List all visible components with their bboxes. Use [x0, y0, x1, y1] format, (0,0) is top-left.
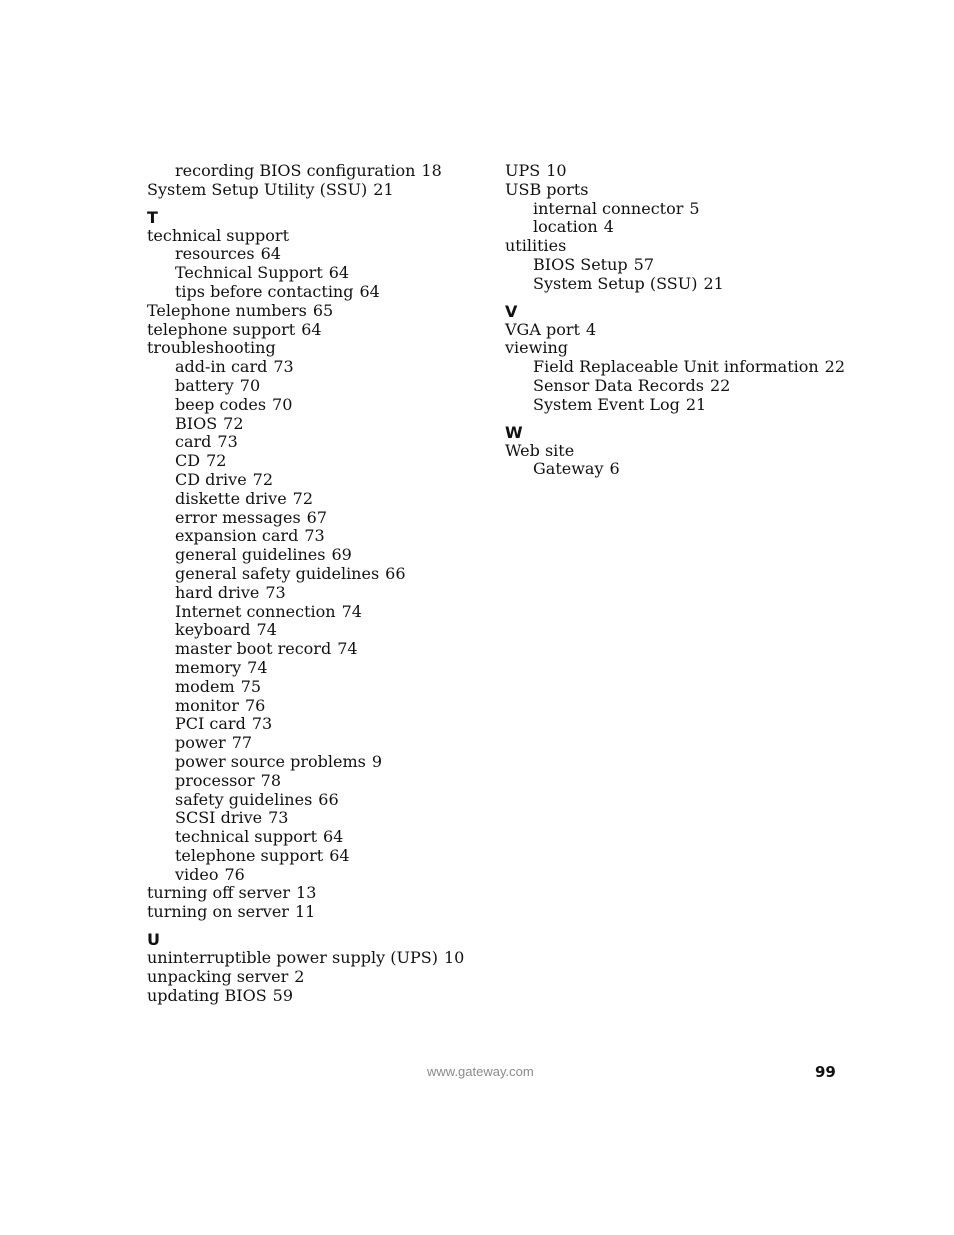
- index-term: Internet connection: [175, 601, 336, 621]
- index-subentry: [147, 433, 487, 452]
- index-entry: [147, 949, 487, 968]
- index-entry: [505, 162, 845, 181]
- index-subentry: [147, 659, 487, 678]
- index-entry: [147, 181, 487, 200]
- index-term: USB ports: [505, 179, 589, 199]
- index-term: turning on server: [147, 902, 289, 922]
- index-page-ref: 74: [247, 657, 268, 677]
- index-entry: [147, 903, 487, 922]
- index-subentry: [147, 828, 487, 847]
- index-entry: [505, 339, 845, 358]
- index-page-ref: 21: [373, 179, 394, 199]
- index-page-ref: 64: [328, 263, 350, 283]
- index-page-ref: 18: [421, 161, 442, 180]
- index-subentry: [147, 415, 487, 434]
- index-term: updating BIOS: [147, 985, 267, 1005]
- index-page-ref: 73: [251, 714, 273, 734]
- index-term: location: [533, 217, 598, 237]
- index-term: UPS: [505, 161, 541, 180]
- index-term: recording BIOS configuration: [175, 161, 416, 180]
- index-page-ref: 9: [371, 751, 383, 771]
- index-letter-heading: V: [505, 301, 518, 321]
- index-term: CD: [175, 451, 201, 471]
- index-entry: [147, 227, 487, 246]
- index-page-ref: 65: [312, 300, 334, 320]
- index-subentry: [147, 452, 487, 471]
- index-term: Telephone numbers: [147, 300, 307, 320]
- index-term: resources: [175, 244, 255, 264]
- index-page-ref: 64: [329, 845, 350, 865]
- index-page-ref: 11: [294, 902, 316, 922]
- index-letter-heading: U: [147, 930, 160, 950]
- index-term: diskette drive: [175, 488, 287, 508]
- index-term: card: [175, 432, 212, 452]
- index-page-ref: 74: [341, 601, 362, 621]
- index-page-ref: 73: [265, 582, 286, 602]
- index-page-ref: 67: [306, 507, 328, 527]
- index-term: add-in card: [175, 357, 268, 377]
- index-subentry: [147, 396, 487, 415]
- index-page-ref: 5: [689, 198, 700, 218]
- index-subentry: [147, 734, 487, 753]
- index-term: VGA port: [505, 319, 580, 339]
- index-page-ref: 70: [272, 394, 293, 414]
- index-entry: [147, 302, 487, 321]
- index-subentry: [147, 603, 487, 622]
- index-page-ref: 13: [296, 883, 317, 903]
- index-subentry: [147, 283, 487, 302]
- index-term: System Event Log: [533, 394, 680, 414]
- index-term: keyboard: [175, 620, 251, 640]
- index-term: Web site: [505, 440, 575, 460]
- index-term: technical support: [147, 225, 289, 245]
- index-term: video: [175, 864, 219, 884]
- index-page-ref: 75: [240, 676, 262, 696]
- index-term: telephone support: [175, 845, 324, 865]
- index-subentry: [147, 264, 487, 283]
- index-page-ref: 77: [231, 733, 253, 753]
- index-subentry: [147, 471, 487, 490]
- index-subentry: [505, 200, 845, 219]
- index-page-ref: 73: [217, 432, 238, 452]
- index-entry: [505, 442, 845, 461]
- index-page-ref: 10: [443, 948, 465, 968]
- index-term: beep codes: [175, 394, 267, 414]
- index-page-ref: 72: [223, 413, 244, 433]
- index-page-ref: 21: [685, 394, 707, 414]
- index-page-ref: 78: [260, 770, 282, 790]
- index-term: general safety guidelines: [175, 563, 380, 583]
- index-subentry: [505, 275, 845, 294]
- index-page-ref: 64: [323, 827, 344, 847]
- index-term: memory: [175, 657, 242, 677]
- index-term: modem: [175, 676, 235, 696]
- index-term: telephone support: [147, 319, 296, 339]
- index-term: hard drive: [175, 582, 260, 602]
- index-letter-heading: W: [505, 422, 523, 442]
- index-subentry: [147, 809, 487, 828]
- index-page-ref: 22: [824, 357, 846, 377]
- index-page-ref: 66: [385, 563, 406, 583]
- index-page-ref: 74: [256, 620, 277, 640]
- index-page-ref: 64: [260, 244, 281, 264]
- index-subentry: [147, 565, 487, 584]
- index-subentry: [147, 678, 487, 697]
- index-page-ref: 6: [609, 459, 620, 479]
- index-entry: [147, 339, 487, 358]
- index-term: troubleshooting: [147, 338, 276, 358]
- index-term: viewing: [505, 338, 568, 358]
- index-term: general guidelines: [175, 545, 326, 565]
- index-subentry: [505, 218, 845, 237]
- index-subentry: [147, 697, 487, 716]
- index-entry: [505, 181, 845, 200]
- index-page-ref: 22: [709, 375, 731, 395]
- index-term: SCSI drive: [175, 808, 263, 828]
- index-subentry: [147, 584, 487, 603]
- index-term: error messages: [175, 507, 301, 527]
- index-term: utilities: [505, 236, 567, 256]
- index-subentry: [147, 640, 487, 659]
- index-subentry: [147, 791, 487, 810]
- index-term: Sensor Data Records: [533, 375, 704, 395]
- index-page-ref: 69: [331, 545, 352, 565]
- index-entry: [147, 884, 487, 903]
- index-page-ref: 72: [206, 451, 227, 471]
- index-term: tips before contacting: [175, 281, 354, 301]
- index-subentry: [147, 245, 487, 264]
- index-entry: [147, 968, 487, 987]
- index-subentry: [505, 377, 845, 396]
- index-term: System Setup Utility (SSU): [147, 179, 368, 199]
- index-subentry: [147, 772, 487, 791]
- index-entry: [505, 237, 845, 256]
- index-term: technical support: [175, 827, 317, 847]
- index-subentry: [147, 377, 487, 396]
- index-term: safety guidelines: [175, 789, 313, 809]
- index-entry: [505, 321, 845, 340]
- index-subentry: [505, 256, 845, 275]
- index-subentry: [147, 358, 487, 377]
- index-page-ref: 72: [292, 488, 314, 508]
- index-term: master boot record: [175, 639, 332, 659]
- index-term: System Setup (SSU): [533, 273, 698, 293]
- index-subentry: [147, 162, 487, 181]
- index-page-ref: 21: [703, 273, 724, 293]
- index-term: expansion card: [175, 526, 299, 546]
- index-page-ref: 76: [244, 695, 266, 715]
- index-subentry: [147, 527, 487, 546]
- index-page-ref: 70: [239, 375, 261, 395]
- index-page-ref: 2: [294, 966, 305, 986]
- index-entry: [147, 987, 487, 1006]
- index-page-ref: 74: [337, 639, 358, 659]
- index-term: unpacking server: [147, 966, 289, 986]
- index-term: Field Replaceable Unit information: [533, 357, 819, 377]
- index-page-ref: 64: [301, 319, 322, 339]
- index-subentry: [505, 396, 845, 415]
- index-term: BIOS Setup: [533, 254, 628, 274]
- index-term: Gateway: [533, 459, 604, 479]
- index-term: turning off server: [147, 883, 291, 903]
- index-page-ref: 4: [585, 319, 597, 339]
- index-subentry: [147, 490, 487, 509]
- index-column-left: [147, 162, 487, 1005]
- index-term: uninterruptible power supply (UPS): [147, 948, 438, 968]
- index-page-ref: 64: [359, 281, 380, 301]
- index-column-right: [505, 162, 845, 479]
- index-page-ref: 10: [546, 161, 567, 180]
- index-subentry: [505, 358, 845, 377]
- index-letter-heading: T: [147, 207, 158, 227]
- index-term: PCI card: [175, 714, 246, 734]
- index-subentry: [147, 546, 487, 565]
- index-subentry: [147, 715, 487, 734]
- index-term: battery: [175, 375, 234, 395]
- index-page-ref: 73: [304, 526, 325, 546]
- index-term: power source problems: [175, 751, 366, 771]
- index-term: CD drive: [175, 469, 247, 489]
- index-term: processor: [175, 770, 255, 790]
- page-number: 99: [815, 1063, 836, 1081]
- index-page-ref: 73: [273, 357, 294, 377]
- index-page-ref: 4: [603, 217, 614, 237]
- index-subentry: [505, 460, 845, 479]
- index-term: internal connector: [533, 198, 684, 218]
- index-subentry: [147, 621, 487, 640]
- index-subentry: [147, 866, 487, 885]
- index-page-ref: 73: [268, 808, 289, 828]
- index-page-ref: 76: [224, 864, 245, 884]
- index-page-ref: 57: [633, 254, 655, 274]
- index-entry: [147, 321, 487, 340]
- index-subentry: [147, 847, 487, 866]
- index-term: monitor: [175, 695, 239, 715]
- index-page-ref: 66: [318, 789, 339, 809]
- footer-url: www.gateway.com: [427, 1064, 534, 1079]
- index-term: BIOS: [175, 413, 218, 433]
- index-page-ref: 72: [252, 469, 274, 489]
- index-term: power: [175, 733, 226, 753]
- index-subentry: [147, 509, 487, 528]
- index-term: Technical Support: [175, 263, 323, 283]
- index-subentry: [147, 753, 487, 772]
- index-page-ref: 59: [272, 985, 294, 1005]
